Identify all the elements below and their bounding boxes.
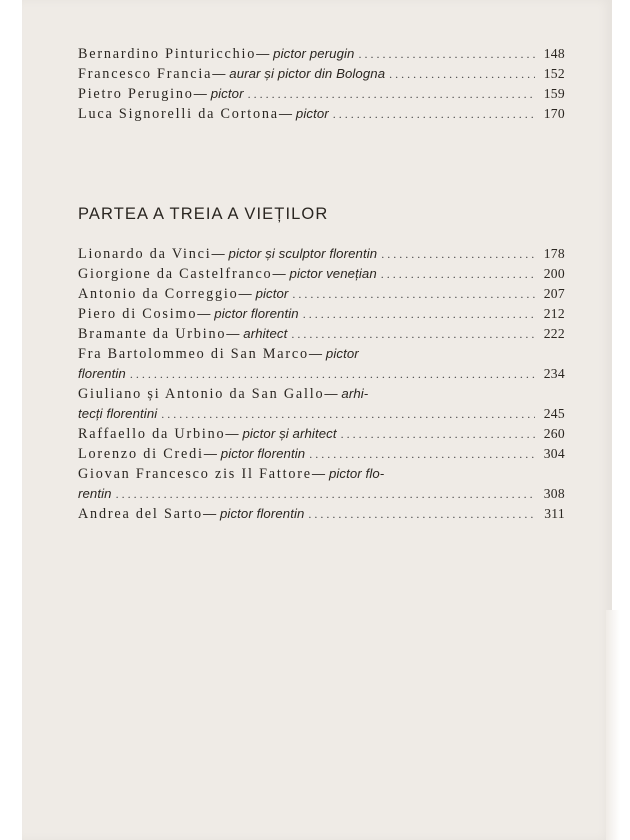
entry-description-continued: florentin bbox=[78, 366, 126, 381]
entry-description: — aurar și pictor din Bologna bbox=[212, 66, 386, 81]
entry-description: — pictor și arhitect bbox=[225, 426, 337, 441]
toc-entry bbox=[78, 264, 565, 284]
entry-description: — pictor perugin bbox=[256, 46, 355, 61]
entry-description: — pictor florentin bbox=[202, 506, 305, 521]
entry-name: Luca Signorelli da Cortona bbox=[78, 106, 279, 122]
entry-description: — pictor venețian bbox=[272, 266, 377, 281]
entry-name: Giovan Francesco zis Il Fattore bbox=[78, 466, 312, 482]
toc-section-continued bbox=[78, 44, 565, 124]
entry-description: — pictor flo- bbox=[311, 466, 385, 481]
entry-name: Fra Bartolommeo di San Marco bbox=[78, 346, 309, 362]
entry-page-number: 260 bbox=[543, 426, 565, 441]
entry-name: Francesco Francia bbox=[78, 66, 213, 82]
entry-description: — pictor florentin bbox=[197, 306, 299, 321]
toc-entry bbox=[78, 324, 565, 344]
toc-entry bbox=[78, 344, 565, 384]
dot-leader bbox=[287, 324, 535, 344]
entry-page-number: 245 bbox=[543, 406, 565, 421]
entry-name: Piero di Cosimo bbox=[78, 306, 198, 322]
section-heading: PARTEA A TREIA A VIEȚILOR bbox=[78, 205, 329, 223]
entry-name: Andrea del Sarto bbox=[78, 506, 203, 522]
entry-page-number: 200 bbox=[543, 266, 565, 281]
dot-leader bbox=[305, 444, 535, 464]
entry-line-second bbox=[78, 484, 565, 504]
entry-name: Raffaello da Urbino bbox=[78, 426, 226, 442]
toc-entry bbox=[78, 444, 565, 464]
dot-leader bbox=[377, 244, 535, 264]
entry-name: Bramante da Urbino bbox=[78, 326, 227, 342]
entry-description-continued: rentin bbox=[78, 486, 112, 501]
toc-entry bbox=[78, 424, 565, 444]
toc-entry bbox=[78, 284, 565, 304]
toc-entry bbox=[78, 64, 565, 84]
entry-description: — pictor florentin bbox=[203, 446, 306, 461]
entry-page-number: 308 bbox=[543, 486, 565, 501]
entry-page-number: 234 bbox=[543, 366, 565, 381]
entry-description: — pictor bbox=[278, 106, 329, 121]
dot-leader bbox=[244, 84, 535, 104]
entry-name: Bernardino Pinturicchio bbox=[78, 46, 257, 62]
entry-description-continued: tecți florentini bbox=[78, 406, 158, 421]
dot-leader bbox=[304, 504, 535, 524]
toc-entry bbox=[78, 504, 565, 524]
toc-entry bbox=[78, 44, 565, 64]
toc-entry bbox=[78, 464, 565, 504]
entry-description: — pictor și sculptor florentin bbox=[211, 246, 378, 261]
entry-page-number: 212 bbox=[543, 306, 565, 321]
toc-entry bbox=[78, 244, 565, 264]
entry-page-number: 311 bbox=[544, 506, 565, 521]
dot-leader bbox=[126, 364, 535, 384]
entry-name: Lorenzo di Credi bbox=[78, 446, 204, 462]
dot-leader bbox=[112, 484, 535, 504]
entry-description: — pictor bbox=[308, 346, 359, 361]
entry-line-first bbox=[78, 464, 565, 484]
book-page bbox=[22, 0, 612, 840]
toc-section-part-three bbox=[78, 244, 565, 524]
entry-name: Giuliano și Antonio da San Gallo bbox=[78, 386, 325, 402]
entry-name: Giorgione da Castelfranco bbox=[78, 266, 273, 282]
entry-page-number: 159 bbox=[543, 86, 565, 101]
entry-line-first bbox=[78, 384, 565, 404]
toc-entry bbox=[78, 84, 565, 104]
entry-page-number: 148 bbox=[543, 46, 565, 61]
entry-page-number: 170 bbox=[543, 106, 565, 121]
entry-name: Pietro Perugino bbox=[78, 86, 194, 102]
dot-leader bbox=[299, 304, 535, 324]
entry-page-number: 222 bbox=[543, 326, 565, 341]
toc-entry bbox=[78, 304, 565, 324]
entry-description: — arhitect bbox=[226, 326, 288, 341]
entry-line-second bbox=[78, 404, 565, 424]
entry-description: — arhi- bbox=[324, 386, 369, 401]
entry-description: — pictor bbox=[193, 86, 244, 101]
toc-entry bbox=[78, 384, 565, 424]
dot-leader bbox=[329, 104, 535, 124]
dot-leader bbox=[337, 424, 535, 444]
entry-page-number: 178 bbox=[543, 246, 565, 261]
entry-line-first bbox=[78, 344, 565, 364]
entry-line-second bbox=[78, 364, 565, 384]
dot-leader bbox=[377, 264, 535, 284]
entry-name: Antonio da Correggio bbox=[78, 286, 239, 302]
dot-leader bbox=[288, 284, 535, 304]
dot-leader bbox=[385, 64, 535, 84]
toc-entry bbox=[78, 104, 565, 124]
entry-description: — pictor bbox=[238, 286, 289, 301]
entry-page-number: 304 bbox=[543, 446, 565, 461]
entry-page-number: 207 bbox=[543, 286, 565, 301]
entry-page-number: 152 bbox=[543, 66, 565, 81]
entry-name: Lionardo da Vinci bbox=[78, 246, 212, 262]
dot-leader bbox=[354, 44, 535, 64]
dot-leader bbox=[157, 404, 535, 424]
